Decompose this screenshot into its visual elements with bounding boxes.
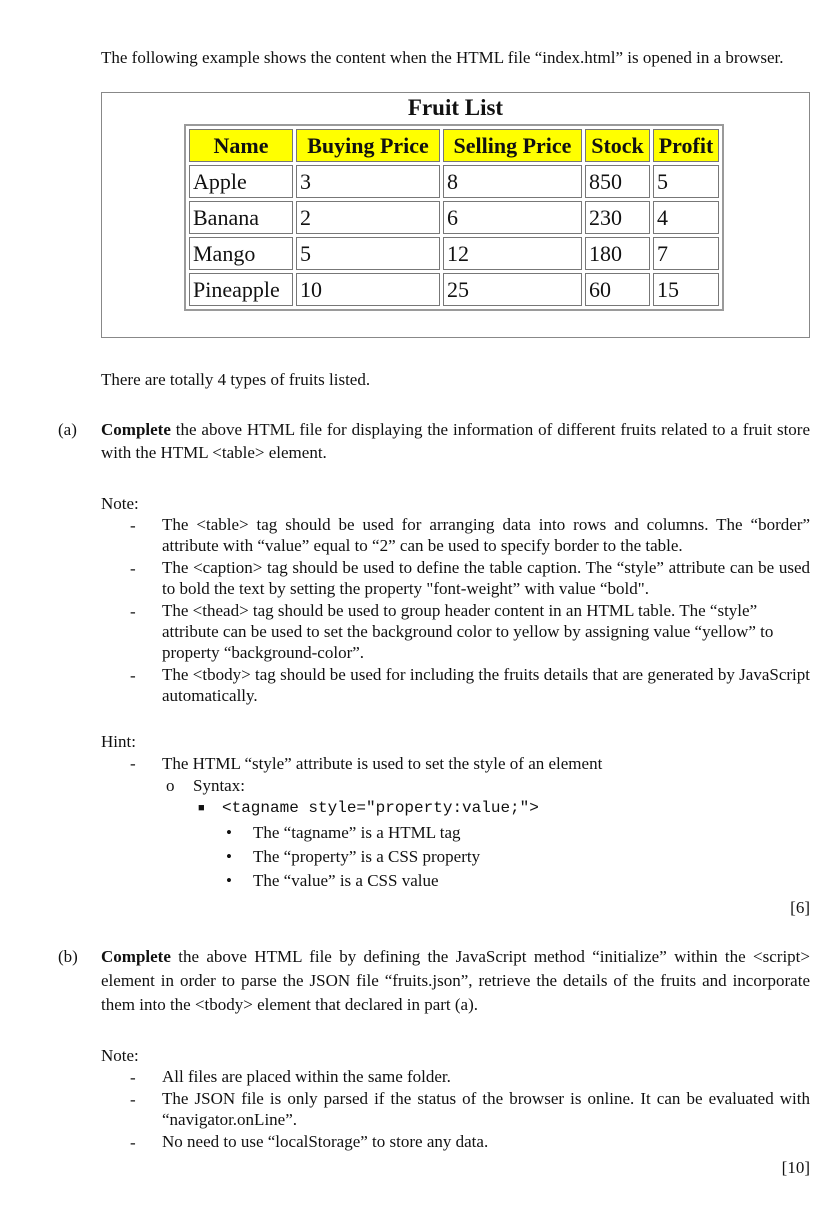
cell-buying-price: 10: [296, 273, 440, 306]
part-a-note-title: Note:: [101, 494, 139, 513]
hint-item: The HTML “style” attribute is used to set the style of an element: [162, 754, 603, 773]
dash-marker: -: [130, 602, 136, 621]
table-row: [189, 201, 719, 234]
cell-name: Apple: [189, 165, 293, 198]
cell-buying-price: 3: [296, 165, 440, 198]
part-a-note-1: The <table> tag should be used for arranging data into rows and columns. The “border” attribute with “value” equal to “2” can be used to specify border to the table.: [162, 515, 810, 555]
part-a-text: the above HTML file for displaying the information of different fruits related to a fruit store with the HTML <table> element.: [101, 420, 810, 462]
dot-bullet-icon: •: [226, 847, 232, 866]
dash-marker: -: [130, 1090, 136, 1109]
part-b-question: [101, 945, 810, 1017]
dot-bullet-icon: •: [226, 823, 232, 842]
table-header-row: [189, 129, 719, 162]
cell-stock: 230: [585, 201, 650, 234]
part-b-note-1: All files are placed within the same folder.: [162, 1067, 451, 1086]
dot-bullet-icon: •: [226, 871, 232, 890]
fruit-table-figure: [101, 92, 810, 338]
dash-marker: -: [130, 559, 136, 578]
cell-buying-price: 5: [296, 237, 440, 270]
cell-name: Mango: [189, 237, 293, 270]
part-a-note-2: The <caption> tag should be used to define the table caption. The “style” attribute can be used to bold the text by setting the property "font-weight” with value “bold".: [162, 558, 810, 598]
dash-marker: -: [130, 754, 136, 773]
part-a-note-4: The <tbody> tag should be used for including the fruits details that are generated by JavaScript automatically.: [162, 665, 810, 705]
square-bullet-icon: ■: [198, 802, 205, 814]
fruit-table: [184, 124, 724, 311]
table-row: [189, 237, 719, 270]
part-b-text: the above HTML file by defining the JavaScript method “initialize” within the <script> element in order to parse the JSON file “fruits.json”, retrieve the details of the fruits and incorporate them into the <tbody> element that declared in part (a).: [101, 947, 810, 1014]
part-a-keyword: Complete: [101, 420, 171, 439]
part-a-question: [101, 418, 810, 464]
syntax-label: Syntax:: [193, 776, 245, 795]
part-b-note-3: No need to use “localStorage” to store any data.: [162, 1132, 489, 1151]
dash-marker: -: [130, 1133, 136, 1152]
syntax-point-2: The “property” is a CSS property: [253, 847, 481, 866]
header-selling-price: Selling Price: [443, 129, 582, 162]
table-row: [189, 273, 719, 306]
cell-profit: 4: [653, 201, 719, 234]
part-b-note-title: Note:: [101, 1046, 139, 1065]
header-profit: Profit: [653, 129, 719, 162]
cell-profit: 7: [653, 237, 719, 270]
part-b-label: (b): [58, 947, 78, 966]
part-a-label: (a): [58, 420, 77, 439]
cell-name: Banana: [189, 201, 293, 234]
cell-selling-price: 6: [443, 201, 582, 234]
cell-selling-price: 8: [443, 165, 582, 198]
part-b-note-2: The JSON file is only parsed if the status of the browser is online. It can be evaluated with “navigator.onLine”.: [162, 1089, 810, 1129]
syntax-point-3: The “value” is a CSS value: [253, 871, 439, 890]
circle-bullet-icon: o: [166, 776, 175, 795]
summary-text: There are totally 4 types of fruits listed.: [101, 370, 371, 389]
header-name: Name: [189, 129, 293, 162]
cell-selling-price: 25: [443, 273, 582, 306]
part-a-note-3: The <thead> tag should be used to group header content in an HTML table. The “style” attribute can be used to set the background color to yellow by assigning value “yellow” to property “background-color”.: [162, 601, 774, 662]
table-caption: Fruit List: [407, 95, 504, 120]
table-row: [189, 165, 719, 198]
cell-stock: 60: [585, 273, 650, 306]
part-a-hint-title: Hint:: [101, 732, 136, 751]
cell-stock: 180: [585, 237, 650, 270]
syntax-point-1: The “tagname” is a HTML tag: [253, 823, 461, 842]
cell-buying-price: 2: [296, 201, 440, 234]
part-a-marks: [6]: [790, 898, 810, 917]
part-b-marks: [10]: [781, 1158, 810, 1177]
dash-marker: -: [130, 666, 136, 685]
dash-marker: -: [130, 516, 136, 535]
cell-profit: 15: [653, 273, 719, 306]
cell-stock: 850: [585, 165, 650, 198]
cell-profit: 5: [653, 165, 719, 198]
header-buying-price: Buying Price: [296, 129, 440, 162]
part-b-keyword: Complete: [101, 947, 171, 966]
header-stock: Stock: [585, 129, 650, 162]
cell-selling-price: 12: [443, 237, 582, 270]
syntax-code: <tagname style="property:value;">: [222, 799, 539, 817]
intro-text: The following example shows the content when the HTML file “index.html” is opened in a browser.: [101, 48, 784, 67]
cell-name: Pineapple: [189, 273, 293, 306]
dash-marker: -: [130, 1068, 136, 1087]
